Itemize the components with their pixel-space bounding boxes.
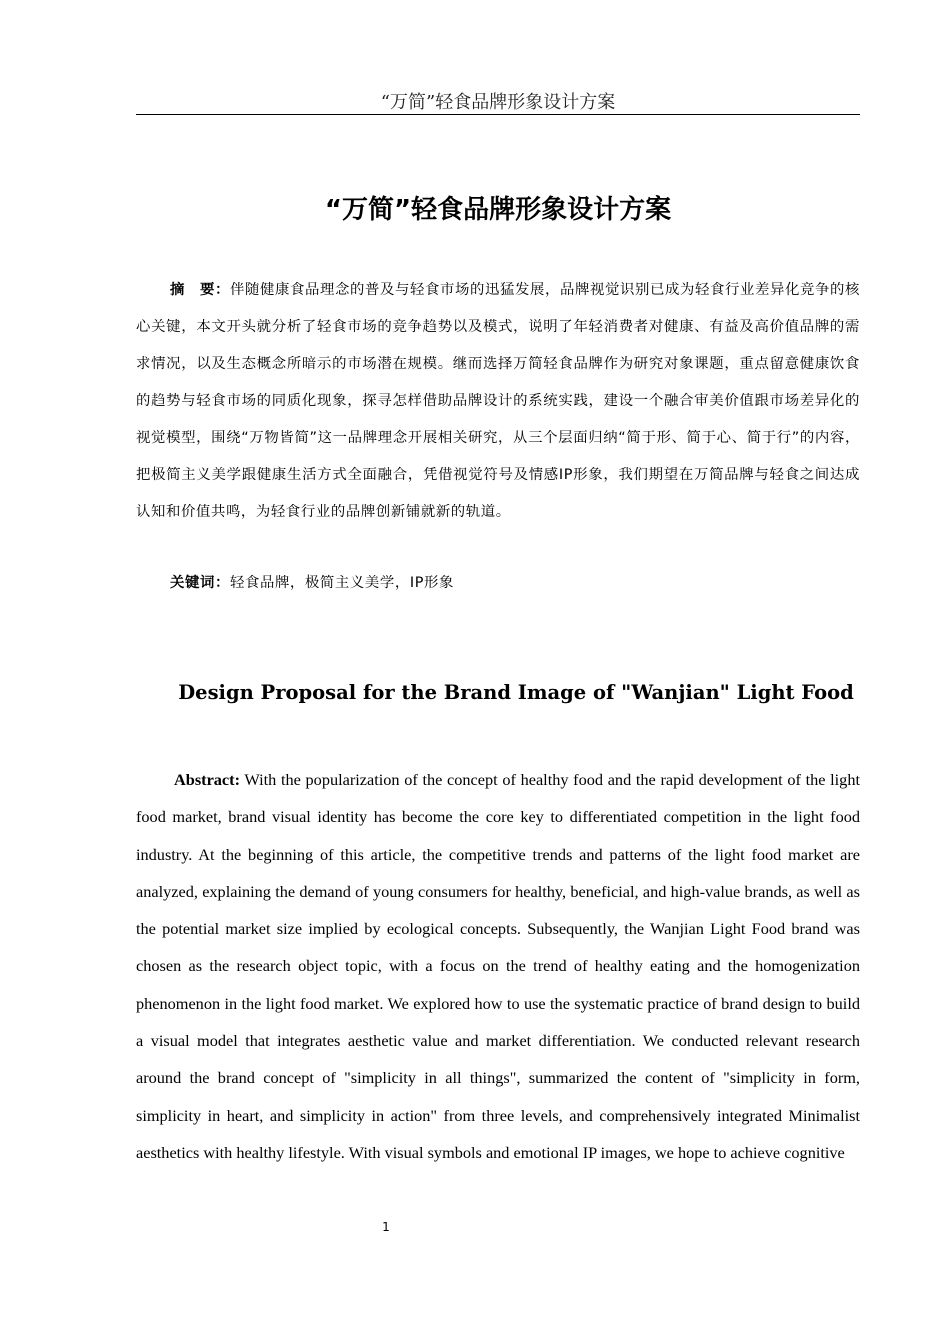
chinese-keywords-text: 轻食品牌，极简主义美学，IP形象 [229,575,454,591]
chinese-keywords-label: 关键词： [170,575,230,591]
document-title: “万简”轻食品牌形象设计方案 [324,195,672,225]
english-title: Design Proposal for the Brand Image of "Wanjian" Light Food [178,681,854,704]
running-header: “万简”轻食品牌形象设计方案 [380,92,616,113]
chinese-keywords [136,568,860,598]
page-number: 1 [382,1220,390,1234]
chinese-abstract-label: 摘 要： [170,282,231,298]
header-divider [136,114,860,115]
english-abstract [136,761,860,1171]
chinese-abstract [136,272,860,531]
chinese-abstract-text: 伴随健康食品理念的普及与轻食市场的迅猛发展，品牌视觉识别已成为轻食行业差异化竞争的核心关键，本文开头就分析了轻食市场的竞争趋势以及模式，说明了年轻消费者对健康、有益及高价值品牌的需求情况，以及生态概念所暗示的市场潜在规模。继而选择万简轻食品牌作为研究对象课题，重点留意健康饮食的趋势与轻食市场的同质化现象，探寻怎样借助品牌设计的系统实践，建设一个融合审美价值跟市场差异化的视觉模型，围绕“万物皆简”这一品牌理念开展相关研究，从三个层面归纳“简于形、简于心、简于行”的内容，把极简主义美学跟健康生活方式全面融合，凭借视觉符号及情感IP形象，我们期望在万简品牌与轻食之间达成认知和价值共鸣，为轻食行业的品牌创新铺就新的轨道。 [136,282,861,520]
english-abstract-text: With the popularization of the concept of healthy food and the rapid development of the light food market, brand visual identity has become the core key to differentiated competition in the light food industry. At the beginning of this article, the competitive trends and patterns of the light food market are analyzed, explaining the demand of young consumers for healthy, beneficial, and high-value brands, as well as the potential market size implied by ecological concepts. Subsequently, the Wanjian Light Food brand was chosen as the research object topic, with a focus on the trend of healthy eating and the homogenization phenomenon in the light food market. We explored how to use the systematic practice of brand design to build a visual model that integrates aesthetic value and market differentiation. We conducted relevant research around the brand concept of "simplicity in all things", summarized the content of "simplicity in form, simplicity in heart, and simplicity in action" from three levels, and comprehensively integrated Minimalist aesthetics with healthy lifestyle. With visual symbols and emotional IP images, we hope to achieve cognitive [136,770,860,1162]
english-abstract-label: Abstract: [174,770,241,789]
